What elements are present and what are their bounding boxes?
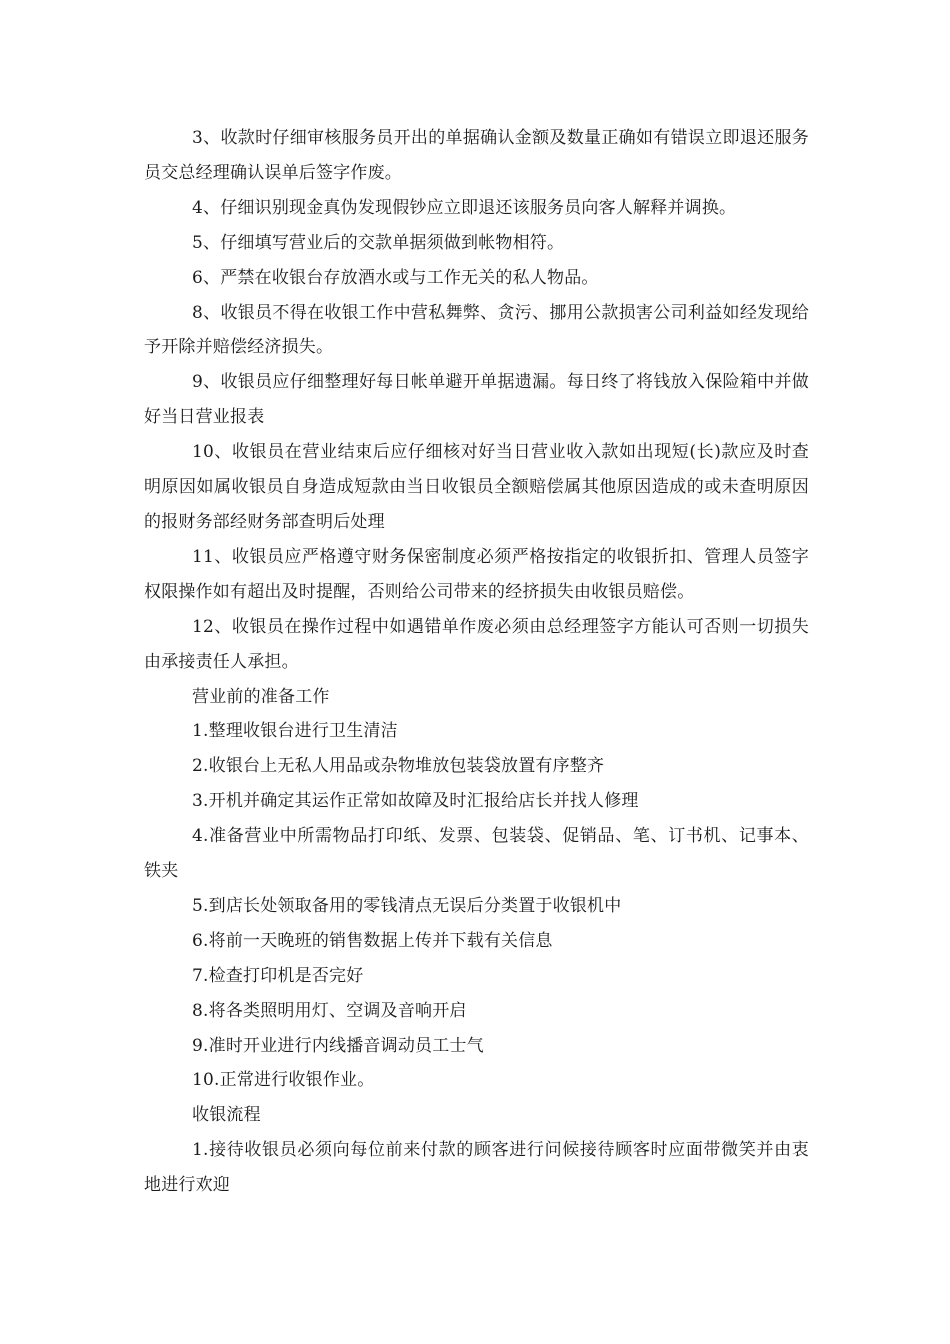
list-item: 9.准时开业进行内线播音调动员工士气	[192, 1035, 484, 1056]
paragraph: 4、仔细识别现金真伪发现假钞应立即退还该服务员向客人解释并调换。	[192, 197, 737, 218]
paragraph: 8、收银员不得在收银工作中营私舞弊、贪污、挪用公款损害公司利益如经发现给予开除并赔偿经济损失。	[144, 302, 809, 358]
paragraph: 11、收银员应严格遵守财务保密制度必须严格按指定的收银折扣、管理人员签字权限操作如有超出及时提醒，否则给公司带来的经挤损失由收银员赔偿。	[144, 546, 809, 602]
list-item: 7.检查打印机是否完好	[192, 965, 364, 986]
paragraph: 6、严禁在收银台存放酒水或与工作无关的私人物品。	[192, 267, 599, 288]
paragraph: 3、收款时仔细审核服务员开出的单据确认金额及数量正确如有错误立即退还服务员交总经理确认误单后签字作废。	[144, 128, 809, 183]
list-item: 2.收银台上无私人用品或杂物堆放包装袋放置有序整齐	[192, 756, 605, 777]
paragraph: 10、收银员在营业结束后应仔细核对好当日营业收入款如出现短(长)款应及时查明原因如属收银员自身造成短款由当日收银员全额赔偿属其他原因造成的或未查明原因的报财务部经财务部查明后处理	[144, 442, 809, 532]
list-item: 1.整理收银台进行卫生清洁	[192, 721, 398, 742]
section-heading: 营业前的准备工作	[192, 686, 330, 707]
list-item: 1.接待收银员必须向每位前来付款的顾客进行问候接待顾客时应面带微笑并由衷地进行欢迎	[144, 1140, 809, 1196]
list-item: 6.将前一天晚班的销售数据上传并下载有关信息	[192, 930, 553, 951]
section-heading: 收银流程	[192, 1105, 261, 1126]
list-item: 8.将各类照明用灯、空调及音响开启	[192, 1000, 467, 1021]
list-item: 5.到店长处领取备用的零钱清点无误后分类置于收银机中	[192, 895, 622, 916]
paragraph: 12、收银员在操作过程中如遇错单作废必须由总经理签字方能认可否则一切损失由承接责任人承担。	[144, 616, 809, 672]
document-body	[144, 121, 809, 1203]
paragraph: 9、收银员应仔细整理好每日帐单避开单据遗漏。每日终了将钱放入保险箱中并做好当日营业报表	[144, 372, 809, 428]
list-item: 3.开机并确定其运作正常如故障及时汇报给店长并找人修理	[192, 791, 639, 812]
list-item: 4.准备营业中所需物品打印纸、发票、包装袋、促销品、笔、订书机、记事本、铁夹	[144, 826, 809, 882]
paragraph: 5、仔细填写营业后的交款单据须做到帐物相符。	[192, 232, 565, 253]
list-item: 10.正常进行收银作业。	[192, 1070, 375, 1091]
